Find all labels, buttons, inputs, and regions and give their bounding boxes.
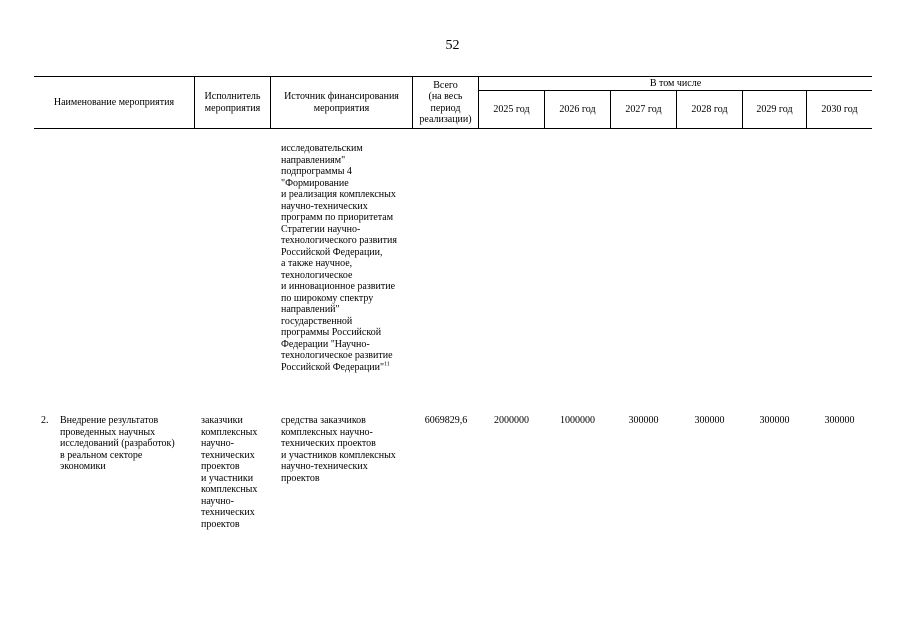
- row2-value-2025: 2000000: [494, 415, 529, 426]
- row2-name: Внедрение результатов проведенных научных исследований (разработок) в реальном секторе экономики: [60, 415, 175, 472]
- continuation-source-text: [281, 143, 413, 373]
- row2-value-2027: 300000: [628, 415, 659, 426]
- header-year-2025: 2025 год: [493, 103, 530, 115]
- header-year-2030: 2030 год: [821, 103, 858, 115]
- header-including: В том числе: [649, 77, 702, 89]
- header-year-2029: 2029 год: [756, 103, 793, 115]
- row2-value-2028: 300000: [694, 415, 725, 426]
- row2-total: 6069829,6: [424, 415, 468, 426]
- row2-value-2026: 1000000: [560, 415, 595, 426]
- header-year-2027: 2027 год: [625, 103, 662, 115]
- continuation-source-body: исследовательским направлениям" подпрограммы 4 "Формирование и реализация комплексных научно-технических программ по приоритетам Стратегии научно- технологического развития Российской Федерации, а также научное, технологическое и инновационное развитие по широкому спектру направлений" государственной программы Российской Федерации "Научно- технологическое развитие Российской Федерации": [281, 143, 397, 373]
- header-year-2026: 2026 год: [559, 103, 596, 115]
- page-number: 52: [445, 38, 460, 53]
- footnote-mark: 11: [384, 361, 390, 368]
- row2-source: средства заказчиков комплексных научно- технических проектов и участников комплексных научно-технических проектов: [281, 415, 396, 484]
- header-name: Наименование мероприятия: [53, 96, 175, 108]
- row2-executor: заказчики комплексных научно- технических проектов и участники комплексных научно- технических проектов: [201, 415, 258, 530]
- row2-value-2030: 300000: [824, 415, 855, 426]
- header-bottom-rule: [34, 128, 872, 129]
- header-source: Источник финансирования мероприятия: [284, 91, 399, 114]
- header-year-2028: 2028 год: [691, 103, 728, 115]
- row2-value-2029: 300000: [759, 415, 790, 426]
- row2-number: 2.: [41, 415, 49, 426]
- header-executor: Исполнитель мероприятия: [204, 91, 261, 114]
- header-total: Всего (на весь период реализации): [419, 79, 472, 125]
